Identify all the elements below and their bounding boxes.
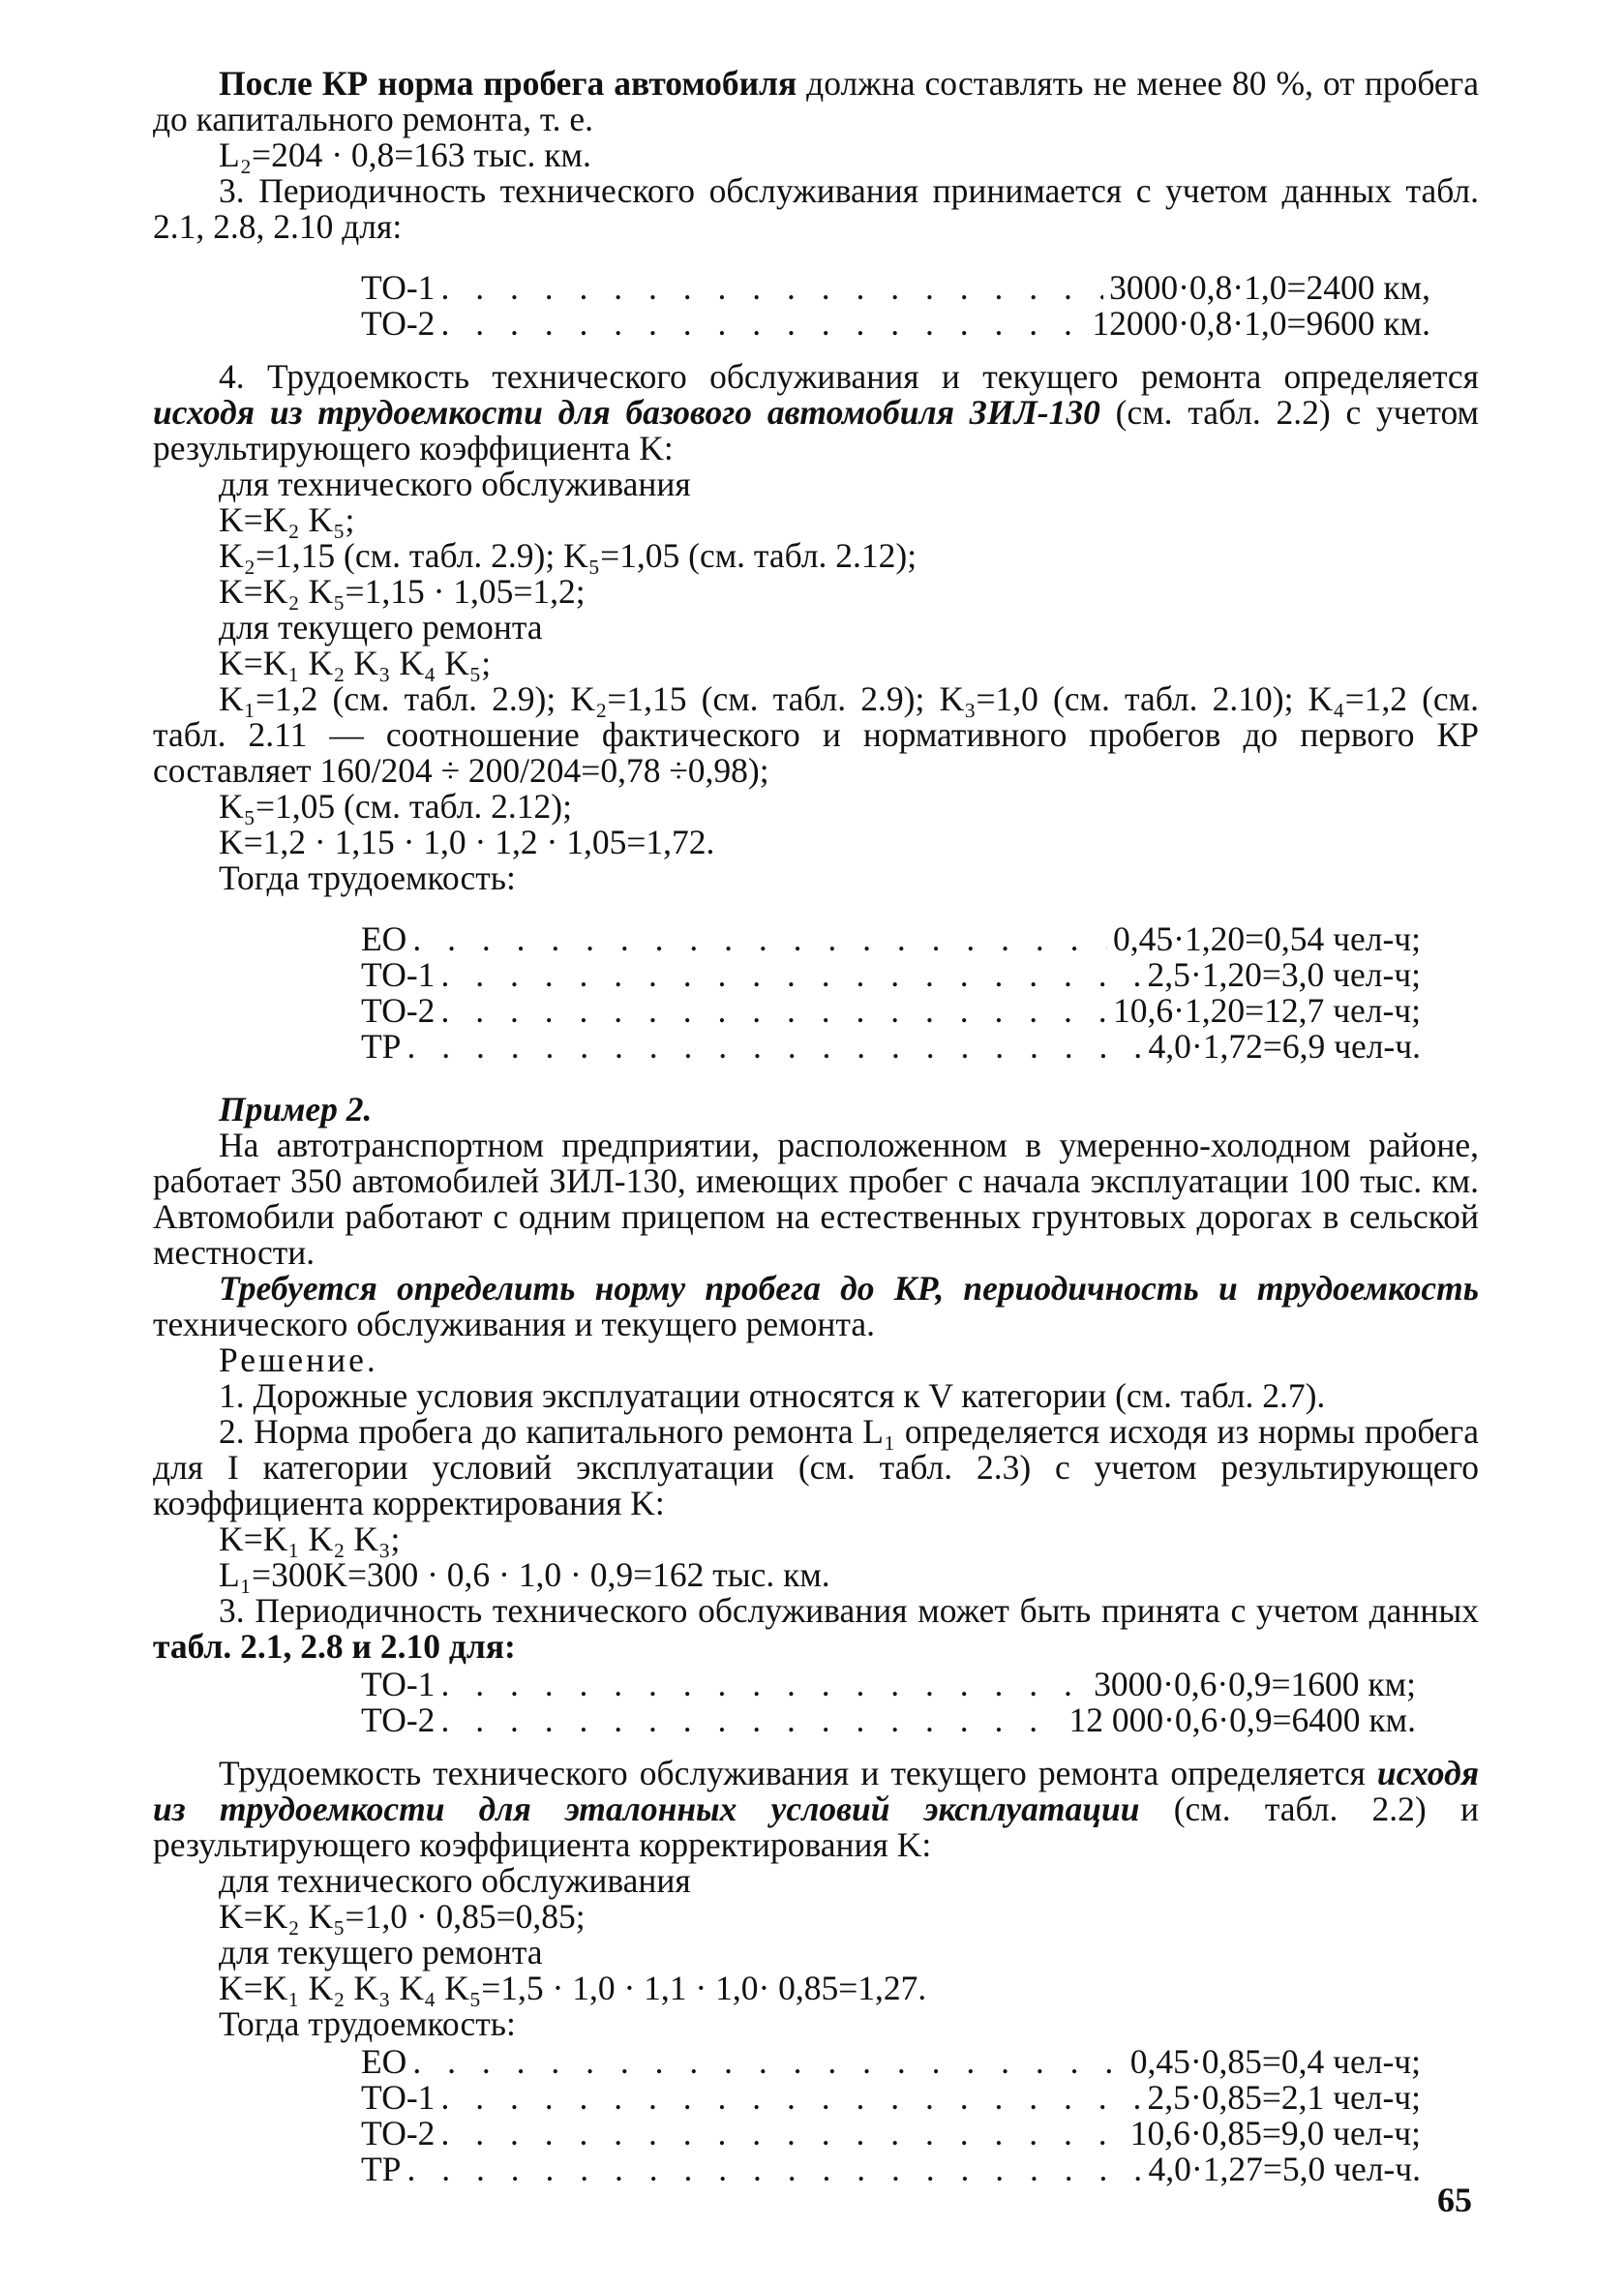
formula-line: L₁=300K=300 · 0,6 · 1,0 · 0,9=162 тыс. км. <box>219 1555 830 1594</box>
solution-heading: Решение. <box>219 1340 378 1379</box>
formula-line: K=K₁ K₂ K₃ K₄ K₅=1,5 · 1,0 · 1,1 · 1,0· 0,85=1,27. <box>219 1969 927 2007</box>
row-value: 10,6·1,20=12,7 чел-ч; <box>1113 991 1421 1030</box>
formula-line: Тогда трудоемкость: <box>219 2004 516 2043</box>
labor-intensity-table-1 <box>153 921 1421 1065</box>
paragraph-text: 4. Трудоемкость технического обслуживания и текущего ремонта определяется <box>219 357 1479 396</box>
row-value: 0,45·1,20=0,54 чел-ч; <box>1113 919 1421 958</box>
dot-leader <box>440 957 1141 993</box>
paragraph-coefficients: K₁=1,2 (см. табл. 2.9); K₂=1,15 (см. табл. 2.9); K₃=1,0 (см. табл. 2.10); K₄=1,2 (см. табл. 2.11 — соотношение фактического и нормативного пробегов до первого КР составляет 160/204 ÷ 200/204=0,78 ÷0,98); <box>153 679 1479 790</box>
dot-leader <box>412 921 1107 957</box>
bold-lead: После КР норма пробега автомобиля <box>219 64 797 103</box>
dot-leader <box>440 2116 1124 2152</box>
row-value: 2,5·1,20=3,0 чел-ч; <box>1147 955 1421 994</box>
row-value: 0,45·0,85=0,4 чел-ч; <box>1129 2042 1421 2081</box>
formula-line: для текущего ремонта <box>219 1933 543 1971</box>
paragraph-example-conditions: На автотранспортном предприятии, расположенном в умеренно-холодном районе, работает 350 автомобилей ЗИЛ-130, имеющих пробег с начала эксплуатации 100 тыс. км. Автомобили работают с одним прицепом на естественных грунтовых дорогах в сельской местности. <box>153 1126 1479 1272</box>
paragraph-mileage-norm: 2. Норма пробега до капитального ремонта L₁ определяется исходя из нормы пробега для I категории условий эксплуатации (см. табл. 2.3) с учетом результирующего коэффициента корректирования K: <box>153 1412 1479 1522</box>
dot-leader <box>440 306 1086 342</box>
row-label: ТО-1 <box>361 1665 436 1703</box>
dot-leader <box>440 270 1103 306</box>
formula-line: K=K₁ K₂ K₃; <box>219 1520 401 1558</box>
table-row <box>361 1029 1421 1065</box>
row-label: ЕО <box>361 919 407 958</box>
dot-leader <box>406 1029 1142 1065</box>
paragraph-text: 3. Периодичность технического обслуживания может быть принята с учетом данных <box>219 1591 1479 1630</box>
row-label: ТО-2 <box>361 2114 436 2152</box>
paragraph-text: (см. табл. 2.2) и результирующего коэффициента корректирования K: <box>153 1790 1479 1864</box>
dot-leader <box>440 2080 1141 2116</box>
table-row <box>361 2044 1421 2080</box>
bold-text: табл. 2.1, 2.8 и 2.10 для: <box>153 1627 516 1666</box>
table-row <box>361 2116 1421 2152</box>
row-label: ТР <box>361 1027 402 1066</box>
formula-line: K₅=1,05 (см. табл. 2.12); <box>219 787 572 826</box>
paragraph-task <box>153 1271 1479 1342</box>
table-row <box>361 921 1421 957</box>
dot-leader <box>440 1702 1063 1738</box>
row-label: ЕО <box>361 2042 407 2081</box>
emphasis-text: исходя из трудоемкости для базового автомобиля ЗИЛ-130 <box>153 393 1100 432</box>
table-row <box>361 957 1421 993</box>
row-label: ТО-2 <box>361 1700 436 1739</box>
row-label: ТО-2 <box>361 304 436 343</box>
paragraph-text: должна составлять не менее 80 %, от пробега до капитального ремонта, т. е. <box>153 64 1479 138</box>
dot-leader <box>406 2152 1142 2187</box>
page-number: 65 <box>1437 2181 1472 2219</box>
formula-line: K=K₂ K₅=1,0 · 0,85=0,85; <box>219 1897 586 1936</box>
emphasis-text: Требуется определить норму пробега до КР, периодичность и трудоемкость <box>219 1269 1479 1308</box>
row-value: 3000·0,6·0,9=1600 км; <box>1094 1665 1416 1703</box>
table-row <box>361 270 1430 306</box>
formula-line: K=K₁ K₂ K₃ K₄ K₅; <box>219 644 492 682</box>
formula-line: Тогда трудоемкость: <box>219 858 516 897</box>
example-title: Пример 2. <box>219 1090 373 1128</box>
row-value: 12 000·0,6·0,9=6400 км. <box>1068 1700 1416 1739</box>
row-label: ТО-1 <box>361 2078 436 2117</box>
maintenance-period-table-2 <box>153 1667 1416 1738</box>
row-value: 4,0·1,72=6,9 чел-ч. <box>1148 1027 1421 1066</box>
table-row <box>361 306 1430 342</box>
paragraph-road-category: 1. Дорожные условия эксплуатации относятся к V категории (см. табл. 2.7). <box>219 1376 1326 1415</box>
row-value: 12000·0,8·1,0=9600 км. <box>1092 304 1430 343</box>
paragraph-labor-intensity <box>153 359 1479 466</box>
table-row <box>361 1667 1416 1702</box>
row-label: ТР <box>361 2150 402 2188</box>
dot-leader <box>412 2044 1124 2080</box>
paragraph-text: Трудоемкость технического обслуживания и текущего ремонта определяется <box>219 1754 1377 1792</box>
row-label: ТО-2 <box>361 991 436 1030</box>
table-row <box>361 1702 1416 1738</box>
dot-leader <box>440 993 1107 1029</box>
paragraph-text: (см. табл. 2.2) с учетом результирующего коэффициента K: <box>153 393 1479 467</box>
paragraph-text: технического обслуживания и текущего ремонта. <box>153 1305 875 1343</box>
formula-line: для технического обслуживания <box>219 465 691 503</box>
paragraph-maintenance-period: 3. Периодичность технического обслуживания принимается с учетом данных табл. 2.1, 2.8, 2.10 для: <box>153 171 1479 246</box>
row-label: ТО-1 <box>361 268 436 307</box>
emphasis-text: исходя из трудоемкости для эталонных условий эксплуатации <box>153 1754 1479 1828</box>
paragraph-kr-norm <box>153 66 1479 137</box>
formula-line: для текущего ремонта <box>219 608 543 647</box>
table-row <box>361 993 1421 1029</box>
row-value: 4,0·1,27=5,0 чел-ч. <box>1148 2150 1421 2188</box>
paragraph-labor-intensity-2 <box>153 1756 1479 1863</box>
formula-line: для технического обслуживания <box>219 1861 691 1900</box>
row-value: 2,5·0,85=2,1 чел-ч; <box>1147 2078 1421 2117</box>
row-value: 10,6·0,85=9,0 чел-ч; <box>1129 2114 1421 2152</box>
formula-line: K₂=1,15 (см. табл. 2.9); K₅=1,05 (см. табл. 2.12); <box>219 536 917 575</box>
maintenance-period-table-1 <box>153 270 1430 342</box>
formula-line: K=K₂ K₅; <box>219 500 355 539</box>
formula-line: K=K₂ K₅=1,15 · 1,05=1,2; <box>219 572 586 611</box>
table-row <box>361 2080 1421 2116</box>
row-value: 3000·0,8·1,0=2400 км, <box>1109 268 1430 307</box>
formula-l2: L₂=204 · 0,8=163 тыс. км. <box>219 135 591 174</box>
formula-line: K=1,2 · 1,15 · 1,0 · 1,2 · 1,05=1,72. <box>219 823 715 861</box>
labor-intensity-table-2 <box>153 2044 1421 2187</box>
table-row <box>361 2152 1421 2187</box>
dot-leader <box>440 1667 1088 1702</box>
paragraph-maintenance-period-2 <box>153 1593 1479 1665</box>
row-label: ТО-1 <box>361 955 436 994</box>
